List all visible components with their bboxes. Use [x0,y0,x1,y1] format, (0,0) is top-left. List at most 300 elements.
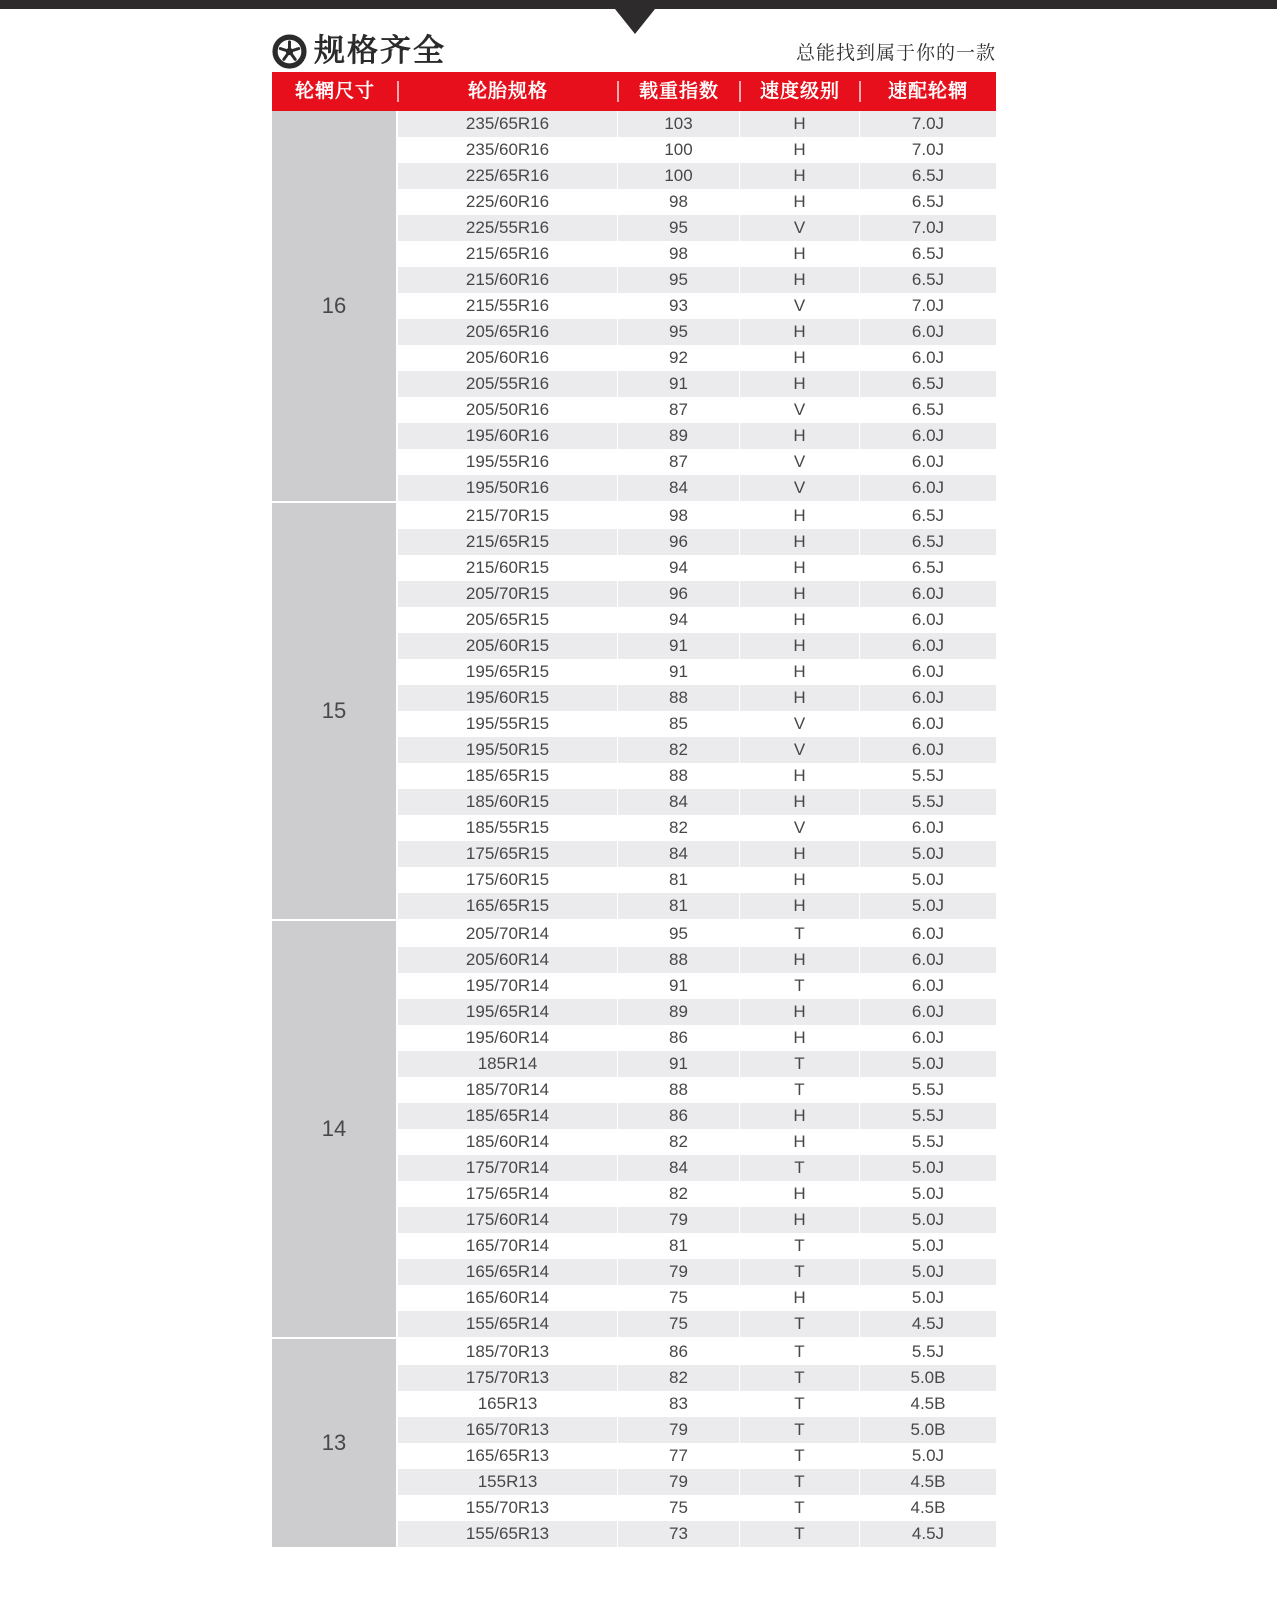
load-index-cell: 95 [617,319,739,345]
load-index-cell: 89 [617,423,739,449]
load-index-cell: 79 [617,1259,739,1285]
speed-rating-cell: H [739,1103,859,1129]
tire-spec-cell: 195/60R16 [465,426,550,445]
load-index-cell: 94 [617,607,739,633]
table-row [398,921,996,947]
column-header-rim-match: 速配轮辋 [887,81,968,102]
speed-rating-cell: V [739,449,859,475]
tire-spec-cell: 165/60R14 [465,1288,550,1307]
column-header-rim-size: 轮辋尺寸 [272,72,398,111]
speed-rating-cell: H [739,163,859,189]
load-index-cell: 92 [617,345,739,371]
rim-match-cell: 6.0J [859,423,996,449]
speed-rating-cell: T [739,973,859,999]
rim-match-cell: 6.5J [859,503,996,529]
speed-rating-cell: H [739,371,859,397]
table-row [398,815,996,841]
speed-rating-cell: H [739,423,859,449]
load-index-cell: 84 [617,475,739,501]
rim-size-cell: 15 [272,503,396,919]
speed-rating-cell: H [739,555,859,581]
tire-spec-cell: 205/70R14 [465,924,550,943]
tire-spec-cell: 195/55R16 [465,452,550,471]
table-row [398,763,996,789]
load-index-cell: 88 [617,763,739,789]
rim-match-cell: 5.0J [859,1207,996,1233]
speed-rating-cell: H [739,947,859,973]
rim-group-section [272,503,996,919]
tire-spec-cell: 205/55R16 [465,374,550,393]
table-row [398,215,996,241]
rim-match-cell: 6.0J [859,1025,996,1051]
tire-spec-cell: 185/65R15 [465,766,550,785]
load-index-cell: 84 [617,789,739,815]
tire-spec-cell: 195/60R14 [465,1028,550,1047]
load-index-cell: 96 [617,529,739,555]
tire-spec-cell: 165/65R14 [465,1262,550,1281]
tire-spec-cell: 235/65R16 [465,114,550,133]
load-index-cell: 82 [617,1129,739,1155]
table-row [398,1103,996,1129]
section-header [272,25,996,69]
table-row [398,397,996,423]
tire-spec-cell: 165/70R13 [465,1420,550,1439]
speed-rating-cell: H [739,1285,859,1311]
tire-spec-cell: 185/60R14 [465,1132,550,1151]
load-index-cell: 84 [617,841,739,867]
table-row [398,1181,996,1207]
rim-match-cell: 5.0J [859,1285,996,1311]
tire-spec-cell: 215/65R15 [465,532,550,551]
table-row [398,111,996,137]
speed-rating-cell: H [739,189,859,215]
load-index-cell: 87 [617,397,739,423]
tire-spec-cell: 205/65R15 [465,610,550,629]
table-row [398,1339,996,1365]
table-row [398,1129,996,1155]
rim-match-cell: 6.0J [859,633,996,659]
tire-spec-cell: 215/60R16 [465,270,550,289]
rim-group-rows [398,921,996,1337]
tire-spec-cell: 205/70R15 [465,584,550,603]
table-row [398,711,996,737]
rim-match-cell: 5.0B [859,1417,996,1443]
rim-match-cell: 5.5J [859,1129,996,1155]
table-row [398,867,996,893]
speed-rating-cell: V [739,737,859,763]
table-row [398,163,996,189]
tire-spec-cell: 205/60R16 [465,348,550,367]
rim-match-cell: 6.0J [859,685,996,711]
rim-match-cell: 4.5B [859,1391,996,1417]
rim-match-cell: 5.5J [859,789,996,815]
load-index-cell: 82 [617,1365,739,1391]
table-row [398,1155,996,1181]
load-index-cell: 100 [617,163,739,189]
rim-match-cell: 5.5J [859,1103,996,1129]
load-index-cell: 82 [617,815,739,841]
table-row [398,789,996,815]
table-row [398,1025,996,1051]
rim-match-cell: 6.0J [859,737,996,763]
rim-match-cell: 4.5B [859,1495,996,1521]
load-index-cell: 88 [617,947,739,973]
load-index-cell: 86 [617,1339,739,1365]
load-index-cell: 77 [617,1443,739,1469]
rim-match-cell: 5.5J [859,1077,996,1103]
load-index-cell: 95 [617,267,739,293]
tire-spec-cell: 215/70R15 [465,506,550,525]
table-row [398,1469,996,1495]
speed-rating-cell: T [739,1339,859,1365]
rim-match-cell: 5.0J [859,893,996,919]
table-row [398,503,996,529]
rim-match-cell: 6.0J [859,607,996,633]
tire-spec-cell: 155/70R13 [465,1498,550,1517]
tire-spec-cell: 195/65R15 [465,662,550,681]
tire-spec-cell: 175/65R14 [465,1184,550,1203]
tire-spec-cell: 165R13 [477,1394,538,1413]
tire-spec-cell: 155R13 [477,1472,538,1491]
load-index-cell: 98 [617,189,739,215]
rim-match-cell: 5.5J [859,1339,996,1365]
speed-rating-cell: H [739,581,859,607]
column-header-load-index: 载重指数 [618,72,740,111]
table-row [398,241,996,267]
rim-match-cell: 6.0J [859,815,996,841]
speed-rating-cell: V [739,475,859,501]
table-row [398,1051,996,1077]
speed-rating-cell: T [739,1391,859,1417]
table-row [398,1443,996,1469]
rim-match-cell: 6.0J [859,659,996,685]
load-index-cell: 100 [617,137,739,163]
table-row [398,319,996,345]
load-index-cell: 73 [617,1521,739,1547]
load-index-cell: 81 [617,867,739,893]
speed-rating-cell: H [739,319,859,345]
speed-rating-cell: H [739,763,859,789]
rim-match-cell: 5.0J [859,1051,996,1077]
table-row [398,345,996,371]
speed-rating-cell: T [739,1259,859,1285]
speed-rating-cell: V [739,293,859,319]
rim-match-cell: 5.0J [859,1259,996,1285]
load-index-cell: 86 [617,1025,739,1051]
tire-spec-cell: 195/70R14 [465,976,550,995]
rim-match-cell: 5.0J [859,1233,996,1259]
rim-match-cell: 6.0J [859,921,996,947]
wheel-icon [272,34,307,69]
speed-rating-cell: H [739,1129,859,1155]
tire-spec-cell: 185/65R14 [465,1106,550,1125]
tire-spec-cell: 195/55R15 [465,714,550,733]
table-row [398,659,996,685]
tire-spec-cell: 205/60R15 [465,636,550,655]
table-row [398,1417,996,1443]
speed-rating-cell: H [739,841,859,867]
table-row [398,137,996,163]
table-row [398,737,996,763]
tire-spec-cell: 225/65R16 [465,166,550,185]
tire-spec-cell: 185/70R13 [465,1342,550,1361]
speed-rating-cell: T [739,1051,859,1077]
tire-spec-cell: 155/65R14 [465,1314,550,1333]
load-index-cell: 85 [617,711,739,737]
tire-spec-cell: 175/60R15 [465,870,550,889]
tire-spec-cell: 185R14 [477,1054,538,1073]
speed-rating-cell: V [739,815,859,841]
table-row [398,189,996,215]
table-row [398,633,996,659]
column-header-speed-rating: 速度级别 [740,72,860,111]
rim-group-section [272,111,996,501]
rim-size-cell: 14 [272,921,396,1337]
speed-rating-cell: H [739,137,859,163]
rim-match-cell: 6.0J [859,581,996,607]
table-row [398,893,996,919]
speed-rating-cell: T [739,1417,859,1443]
table-row [398,267,996,293]
load-index-cell: 95 [617,215,739,241]
rim-match-cell: 6.0J [859,947,996,973]
rim-match-cell: 7.0J [859,137,996,163]
column-header-tire-spec: 轮胎规格 [398,72,618,111]
speed-rating-cell: H [739,789,859,815]
speed-rating-cell: H [739,633,859,659]
load-index-cell: 96 [617,581,739,607]
rim-match-cell: 5.5J [859,763,996,789]
table-body [272,111,996,1547]
speed-rating-cell: H [739,867,859,893]
tire-spec-cell: 185/60R15 [465,792,550,811]
load-index-cell: 86 [617,1103,739,1129]
load-index-cell: 81 [617,1233,739,1259]
rim-match-cell: 7.0J [859,293,996,319]
rim-match-cell: 5.0J [859,1181,996,1207]
tire-spec-cell: 175/60R14 [465,1210,550,1229]
load-index-cell: 95 [617,921,739,947]
rim-match-cell: 5.0J [859,867,996,893]
load-index-cell: 84 [617,1155,739,1181]
table-row [398,423,996,449]
speed-rating-cell: T [739,1155,859,1181]
load-index-cell: 98 [617,503,739,529]
rim-match-cell: 6.0J [859,345,996,371]
table-row [398,1521,996,1547]
rim-group-rows [398,111,996,501]
load-index-cell: 94 [617,555,739,581]
speed-rating-cell: H [739,607,859,633]
table-row [398,475,996,501]
speed-rating-cell: H [739,659,859,685]
rim-match-cell: 6.5J [859,397,996,423]
rim-match-cell: 5.0J [859,1443,996,1469]
tire-spec-cell: 205/50R16 [465,400,550,419]
load-index-cell: 79 [617,1417,739,1443]
table-row [398,1077,996,1103]
tire-spec-cell: 195/65R14 [465,1002,550,1021]
rim-match-cell: 6.0J [859,973,996,999]
content-area [272,0,996,1549]
table-row [398,371,996,397]
load-index-cell: 75 [617,1285,739,1311]
table-row [398,1495,996,1521]
load-index-cell: 75 [617,1495,739,1521]
rim-match-cell: 5.0J [859,841,996,867]
speed-rating-cell: H [739,1181,859,1207]
load-index-cell: 79 [617,1469,739,1495]
rim-group-rows [398,1339,996,1547]
load-index-cell: 87 [617,449,739,475]
speed-rating-cell: H [739,241,859,267]
load-index-cell: 98 [617,241,739,267]
load-index-cell: 91 [617,659,739,685]
tire-spec-cell: 185/55R15 [465,818,550,837]
rim-match-cell: 6.5J [859,163,996,189]
load-index-cell: 88 [617,685,739,711]
table-row [398,1207,996,1233]
tire-spec-cell: 175/65R15 [465,844,550,863]
speed-rating-cell: V [739,215,859,241]
speed-rating-cell: H [739,529,859,555]
tire-spec-cell: 195/50R15 [465,740,550,759]
rim-match-cell: 6.5J [859,267,996,293]
tire-spec-cell: 205/65R16 [465,322,550,341]
rim-match-cell: 6.0J [859,475,996,501]
table-row [398,1365,996,1391]
speed-rating-cell: T [739,1443,859,1469]
rim-group-section [272,921,996,1337]
speed-rating-cell: V [739,397,859,423]
rim-size-cell: 16 [272,111,396,501]
load-index-cell: 82 [617,737,739,763]
speed-rating-cell: H [739,893,859,919]
rim-match-cell: 4.5B [859,1469,996,1495]
tire-spec-cell: 205/60R14 [465,950,550,969]
speed-rating-cell: T [739,921,859,947]
table-row [398,1285,996,1311]
tire-spec-cell: 185/70R14 [465,1080,550,1099]
load-index-cell: 91 [617,973,739,999]
load-index-cell: 103 [617,111,739,137]
load-index-cell: 79 [617,1207,739,1233]
speed-rating-cell: H [739,267,859,293]
load-index-cell: 75 [617,1311,739,1337]
rim-match-cell: 6.0J [859,999,996,1025]
rim-match-cell: 6.0J [859,449,996,475]
rim-match-cell: 6.5J [859,555,996,581]
tire-spec-cell: 215/65R16 [465,244,550,263]
page-subtitle: 总能找到属于你的一款 [795,43,996,64]
tire-spec-cell: 225/55R16 [465,218,550,237]
speed-rating-cell: H [739,685,859,711]
rim-match-cell: 6.0J [859,319,996,345]
load-index-cell: 88 [617,1077,739,1103]
load-index-cell: 82 [617,1181,739,1207]
rim-match-cell: 6.5J [859,529,996,555]
speed-rating-cell: T [739,1311,859,1337]
tire-spec-cell: 215/55R16 [465,296,550,315]
tire-spec-cell: 195/50R16 [465,478,550,497]
title-group [272,34,446,69]
rim-match-cell: 5.0B [859,1365,996,1391]
speed-rating-cell: H [739,111,859,137]
tire-spec-cell: 195/60R15 [465,688,550,707]
tire-spec-cell: 215/60R15 [465,558,550,577]
table-row [398,947,996,973]
table-row [398,581,996,607]
table-row [398,293,996,319]
rim-size-cell: 13 [272,1339,396,1547]
tire-spec-cell: 165/65R15 [465,896,550,915]
load-index-cell: 91 [617,1051,739,1077]
rim-match-cell: 7.0J [859,111,996,137]
speed-rating-cell: H [739,503,859,529]
tire-spec-cell: 165/70R14 [465,1236,550,1255]
table-row [398,607,996,633]
load-index-cell: 91 [617,633,739,659]
load-index-cell: 81 [617,893,739,919]
rim-match-cell: 7.0J [859,215,996,241]
tire-spec-cell: 235/60R16 [465,140,550,159]
load-index-cell: 89 [617,999,739,1025]
speed-rating-cell: T [739,1233,859,1259]
tire-spec-cell: 175/70R13 [465,1368,550,1387]
table-row [398,1259,996,1285]
page-title: 规格齐全 [314,33,446,68]
table-row [398,1233,996,1259]
table-row [398,1311,996,1337]
table-row [398,449,996,475]
rim-match-cell: 6.0J [859,711,996,737]
rim-match-cell: 4.5J [859,1521,996,1547]
speed-rating-cell: H [739,345,859,371]
speed-rating-cell: T [739,1521,859,1547]
table-row [398,973,996,999]
tire-spec-cell: 155/65R13 [465,1524,550,1543]
speed-rating-cell: H [739,999,859,1025]
speed-rating-cell: T [739,1495,859,1521]
tire-spec-cell: 175/70R14 [465,1158,550,1177]
speed-rating-cell: T [739,1365,859,1391]
rim-group-rows [398,503,996,919]
table-row [398,1391,996,1417]
speed-rating-cell: H [739,1025,859,1051]
rim-match-cell: 4.5J [859,1311,996,1337]
table-row [398,999,996,1025]
rim-match-cell: 6.5J [859,241,996,267]
speed-rating-cell: V [739,711,859,737]
speed-rating-cell: H [739,1207,859,1233]
tire-spec-cell: 165/65R13 [465,1446,550,1465]
load-index-cell: 83 [617,1391,739,1417]
table-header-row [272,72,996,111]
load-index-cell: 91 [617,371,739,397]
rim-match-cell: 6.5J [859,371,996,397]
table-row [398,555,996,581]
rim-group-section [272,1339,996,1547]
rim-match-cell: 6.5J [859,189,996,215]
speed-rating-cell: T [739,1077,859,1103]
tire-spec-cell: 225/60R16 [465,192,550,211]
load-index-cell: 93 [617,293,739,319]
rim-match-cell: 5.0J [859,1155,996,1181]
speed-rating-cell: T [739,1469,859,1495]
table-row [398,685,996,711]
table-row [398,529,996,555]
table-row [398,841,996,867]
